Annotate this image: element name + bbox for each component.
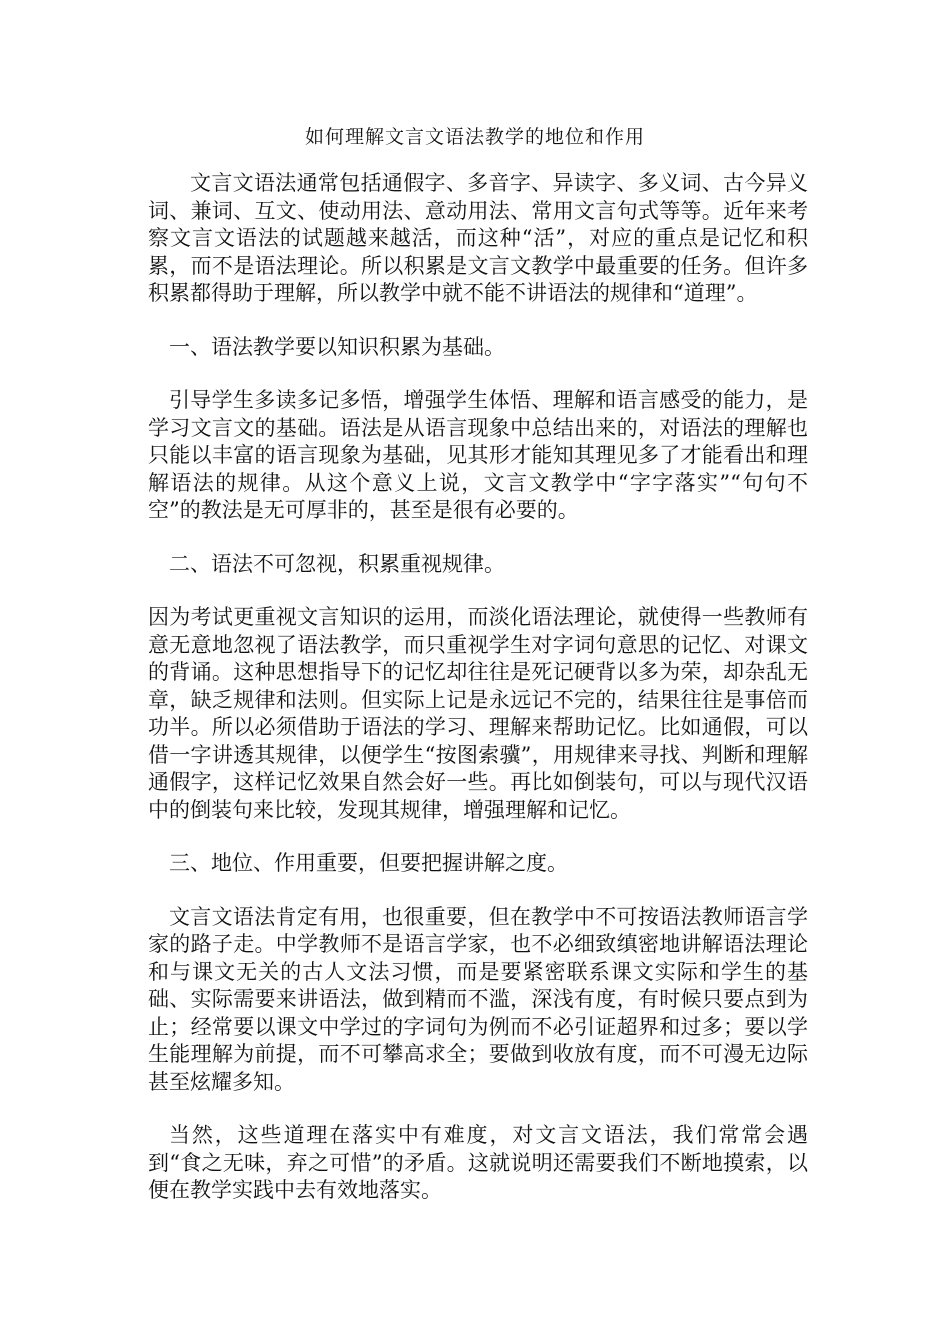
section-heading-1: 一、语法教学要以知识积累为基础。: [169, 334, 505, 359]
section-heading-2: 二、语法不可忽视，积累重视规律。: [169, 551, 505, 576]
paragraph-intro: 文言文语法通常包括通假字、多音字、异读字、多义词、古今异义词、兼词、互文、使动用法、意动用法、常用文言句式等等。近年来考察文言文语法的试题越来越活，而这种“活”，对应的重点是记忆和积累，而不是语法理论。所以积累是文言文教学中最重要的任务。但许多积累都得助于理解，所以教学中就不能不讲语法的规律和“道理”。: [148, 171, 808, 305]
paragraph-section-2: 因为考试更重视文言知识的运用，而淡化语法理论，就使得一些教师有意无意地忽视了语法教学，而只重视学生对字词句意思的记忆、对课文的背诵。这种思想指导下的记忆却往往是死记硬背以多为荣，却杂乱无章，缺乏规律和法则。但实际上记是永远记不完的，结果往往是事倍而功半。所以必须借助于语法的学习、理解来帮助记忆。比如通假，可以借一字讲透其规律，以便学生“按图索骥”，用规律来寻找、判断和理解通假字，这样记忆效果自然会好一些。再比如倒装句，可以与现代汉语中的倒装句来比较，发现其规律，增强理解和记忆。: [148, 605, 808, 822]
paragraph-conclusion: 当然，这些道理在落实中有难度，对文言文语法，我们常常会遇到“食之无味，弃之可惜”的矛盾。这就说明还需要我们不断地摸索，以便在教学实践中去有效地落实。: [148, 1123, 808, 1202]
paragraph-section-3: 文言文语法肯定有用，也很重要，但在教学中不可按语法教师语言学家的路子走。中学教师不是语言学家，也不必细致缜密地讲解语法理论和与课文无关的古人文法习惯，而是要紧密联系课文实际和学生的基础、实际需要来讲语法，做到精而不滥，深浅有度，有时候只要点到为止；经常要以课文中学过的字词句为例而不必引证超界和过多；要以学生能理解为前提，而不可攀高求全；要做到收放有度，而不可漫无边际甚至炫耀多知。: [148, 904, 808, 1094]
document-title: 如何理解文言文语法教学的地位和作用: [304, 126, 645, 148]
document-body: [148, 170, 808, 1231]
paragraph-section-1: 引导学生多读多记多悟，增强学生体悟、理解和语言感受的能力，是学习文言文的基础。语法是从语言现象中总结出来的，对语法的理解也只能以丰富的语言现象为基础，见其形才能知其理见多了才能看出和理解语法的规律。从这个意义上说，文言文教学中“字字落实”“句句不空”的教法是无可厚非的，甚至是很有必要的。: [148, 388, 808, 522]
section-heading-3: 三、地位、作用重要，但要把握讲解之度。: [169, 851, 568, 875]
